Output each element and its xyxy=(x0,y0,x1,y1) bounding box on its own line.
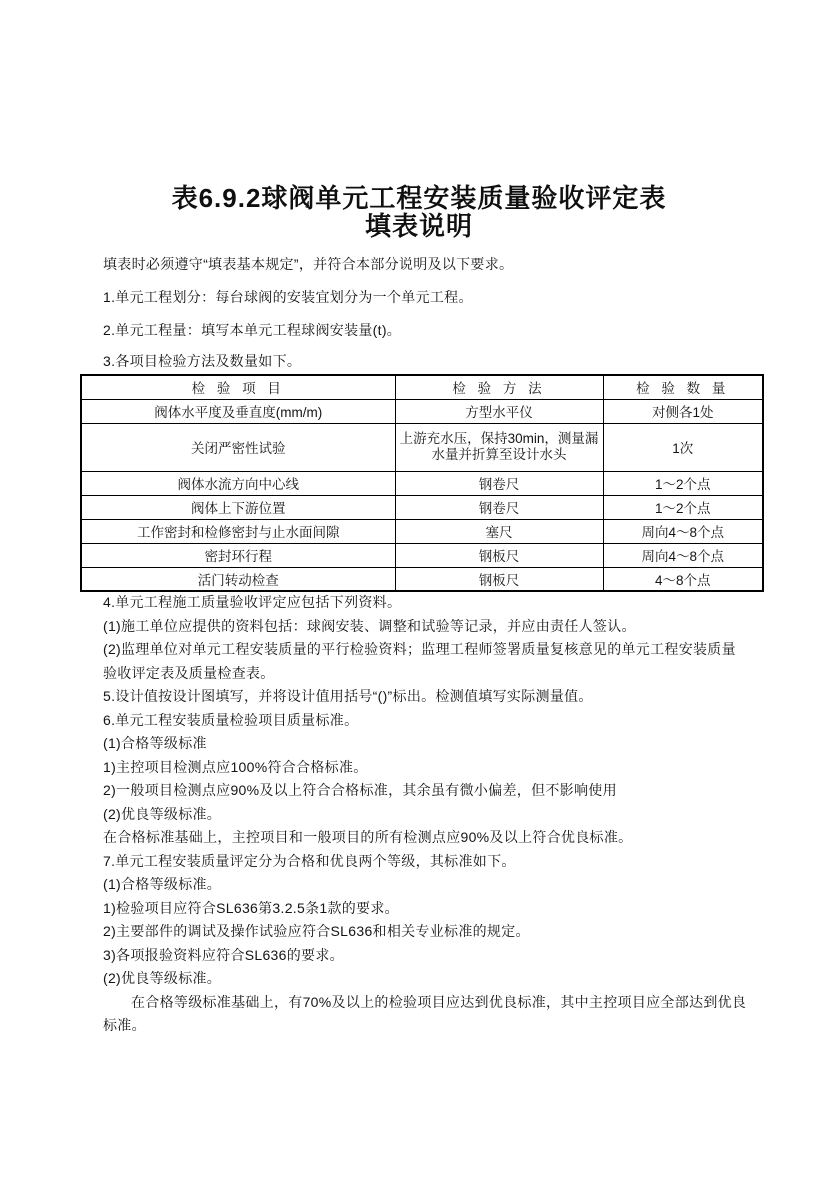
document-title-line2: 填表说明 xyxy=(364,211,473,241)
table-cell-quantity: 1次 xyxy=(603,423,763,471)
paragraph-item7: 7.单元工程安装质量评定分为合格和优良两个等级，其标准如下。 xyxy=(103,852,516,869)
table-cell-item: 活门转动检查 xyxy=(81,567,395,591)
table-cell-method: 上游充水压，保持30min，测量漏水量并折算至设计水头 xyxy=(395,423,603,471)
paragraph-item6-2: (2)优良等级标准。 xyxy=(103,805,222,822)
paragraph-item7-2: (2)优良等级标准。 xyxy=(103,970,222,986)
table-row xyxy=(81,399,763,423)
document-title-line1: 表6.9.2球阀单元工程安装质量验收评定表 xyxy=(171,183,667,213)
table-row xyxy=(81,495,763,519)
table-row xyxy=(81,567,763,591)
table-cell-method: 塞尺 xyxy=(395,519,603,543)
paragraph-item7-2-text: 在合格等级标准基础上，有70%及以上的检验项目应达到优良标准，其中主控项目应全部达到优良标准。 xyxy=(103,993,747,1033)
table-cell-item: 阀体上下游位置 xyxy=(81,495,395,519)
table-row xyxy=(81,543,763,567)
table-cell-method: 钢卷尺 xyxy=(395,471,603,495)
table-header-quantity: 检 验 数 量 xyxy=(603,375,763,399)
table-cell-method: 钢板尺 xyxy=(395,543,603,567)
paragraph-item7-1-3: 3)各项报验资料应符合SL636的要求。 xyxy=(103,946,344,963)
table-row xyxy=(81,519,763,543)
table-cell-item: 密封环行程 xyxy=(81,543,395,567)
paragraph-item6-1-1: 1)主控项目检测点应100%符合合格标准。 xyxy=(103,758,368,775)
intro-paragraph: 填表时必须遵守“填表基本规定”，并符合本部分说明及以下要求。 xyxy=(103,256,514,272)
table-cell-quantity: 周向4～8个点 xyxy=(603,519,763,543)
paragraph-item7-1-1: 1)检验项目应符合SL636第3.2.5条1款的要求。 xyxy=(103,899,399,916)
table-cell-method: 钢板尺 xyxy=(395,567,603,591)
paragraph-item4-1: (1)施工单位应提供的资料包括：球阀安装、调整和试验等记录，并应由责任人签认。 xyxy=(103,617,636,634)
table-cell-item: 工作密封和检修密封与止水面间隙 xyxy=(81,519,395,543)
paragraph-item7-1-2: 2)主要部件的调试及操作试验应符合SL636和相关专业标准的规定。 xyxy=(103,923,530,939)
table-cell-method: 钢卷尺 xyxy=(395,495,603,519)
table-cell-item: 阀体水流方向中心线 xyxy=(81,471,395,495)
table-row xyxy=(81,423,763,471)
paragraph-item4: 4.单元工程施工质量验收评定应包括下列资料。 xyxy=(103,594,402,610)
table-cell-item: 关闭严密性试验 xyxy=(81,423,395,471)
paragraph-item4-2: (2)监理单位对单元工程安装质量的平行检验资料；监理工程师签署质量复核意见的单元工程安装质量验收评定表及质量检查表。 xyxy=(103,641,736,681)
paragraph-table-lead-in: 3.各项目检验方法及数量如下。 xyxy=(103,353,302,369)
paragraph-item5: 5.设计值按设计图填写，并将设计值用括号“()”标出。检测值填写实际测量值。 xyxy=(103,688,593,704)
paragraph-item6-2-text: 在合格标准基础上，主控项目和一般项目的所有检测点应90%及以上符合优良标准。 xyxy=(103,829,633,845)
table-cell-quantity: 1～2个点 xyxy=(603,471,763,495)
table-cell-method: 方型水平仪 xyxy=(395,399,603,423)
table-cell-quantity: 周向4～8个点 xyxy=(603,543,763,567)
table-header-method: 检 验 方 法 xyxy=(395,375,603,399)
paragraph-item6: 6.单元工程安装质量检验项目质量标准。 xyxy=(103,711,359,728)
paragraph-item6-1: (1)合格等级标准 xyxy=(103,735,207,751)
paragraph-item6-1-2: 2)一般项目检测点应90%及以上符合合格标准，其余虽有微小偏差，但不影响使用 xyxy=(103,782,617,798)
inspection-table xyxy=(80,374,764,592)
paragraph-unit-division: 1.单元工程划分：每台球阀的安装宜划分为一个单元工程。 xyxy=(103,289,473,305)
paragraph-item7-1: (1)合格等级标准。 xyxy=(103,876,222,892)
table-cell-quantity: 1～2个点 xyxy=(603,495,763,519)
document-title xyxy=(0,184,838,240)
table-header-row xyxy=(81,375,763,399)
post-table-text xyxy=(103,591,747,1038)
paragraph-unit-quantity: 2.单元工程量：填写本单元工程球阀安装量(t)。 xyxy=(103,322,402,338)
table-cell-item: 阀体水平度及垂直度(mm/m) xyxy=(81,399,395,423)
table-cell-quantity: 对侧各1处 xyxy=(603,399,763,423)
table-header-item: 检 验 项 目 xyxy=(81,375,395,399)
table-cell-quantity: 4～8个点 xyxy=(603,567,763,591)
table-row xyxy=(81,471,763,495)
